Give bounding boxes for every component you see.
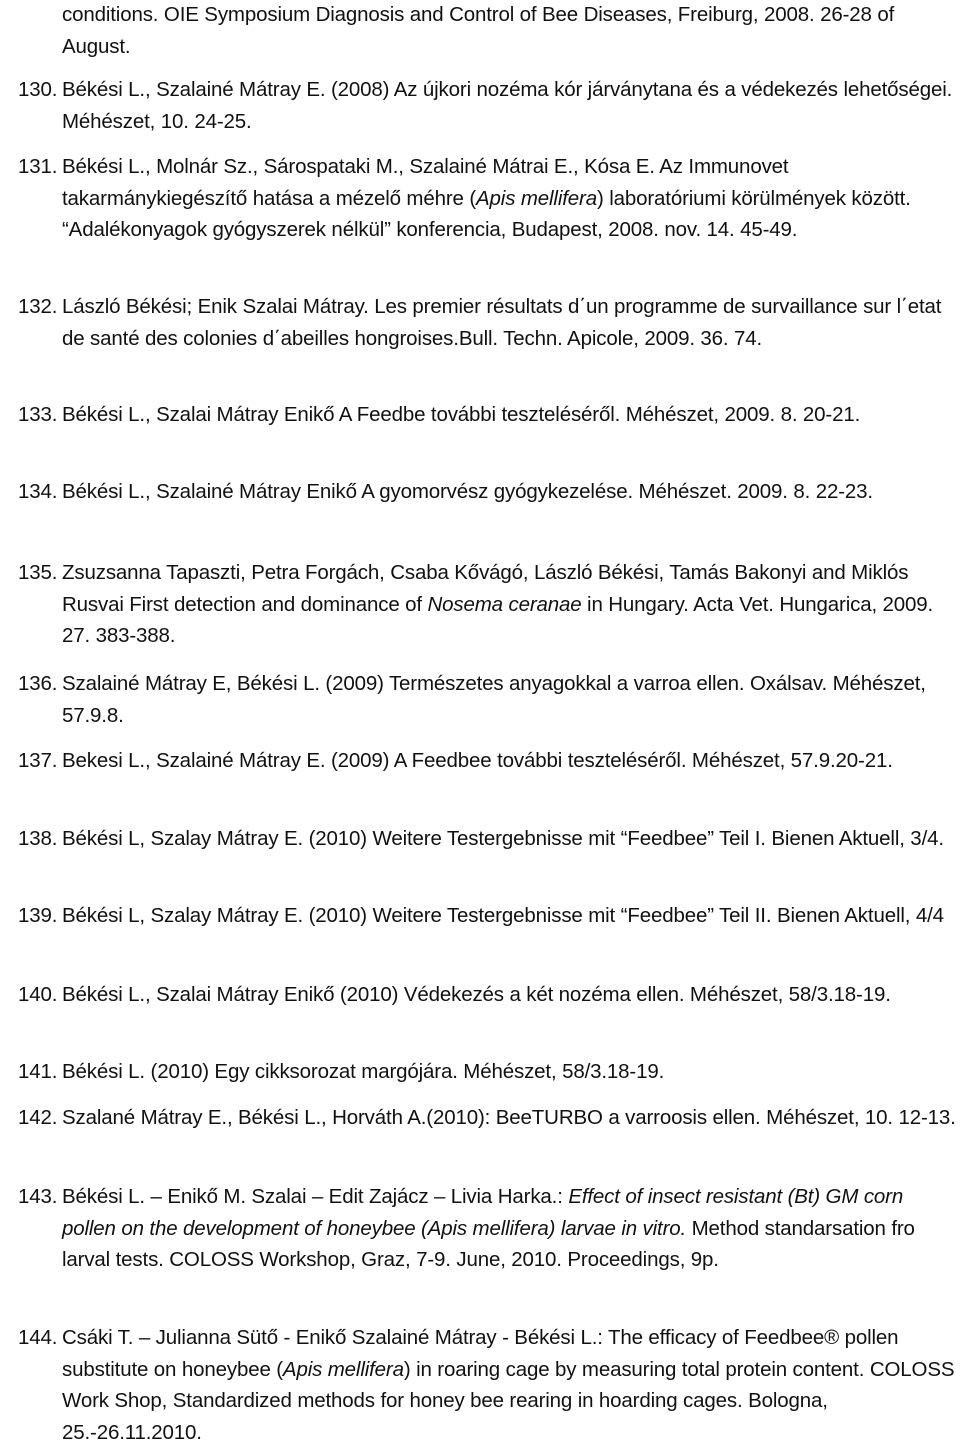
reference-text [62, 476, 958, 508]
reference-text [62, 745, 958, 777]
reference-text [62, 668, 958, 731]
text-segment: conditions. OIE Symposium Diagnosis and Control of Bee Diseases, Freiburg, 2008. 26-28 of August. [62, 3, 895, 58]
text-segment: Békési L., Szalainé Mátray Enikő A gyomorvész gyógykezelése. Méhészet. 2009. 8. 22-23. [62, 480, 873, 503]
reference-number: 134. [18, 480, 58, 503]
text-segment: Zsuzsanna Tapaszti, Petra Forgách, Csaba Kővágó, László Békési, Tamás Bakonyi and Miklós Rusvai First detection and dominance of [62, 561, 909, 616]
reference-text [62, 557, 958, 652]
reference-number: 142. [18, 1106, 58, 1129]
text-segment: in Hungary. Acta Vet. Hungarica, 2009. 27. 383-388. [62, 592, 934, 647]
text-segment: Csáki T. – Julianna Sütő - Enikő Szalainé Mátray - Békési L.: The efficacy of Feedbee® pollen substitute on honeybee ( [62, 1326, 899, 1381]
text-segment: Békési L. (2010) Egy cikksorozat margójára. Méhészet, 58/3.18-19. [62, 1060, 665, 1083]
reference-text [62, 291, 958, 354]
text-segment: Békési L., Molnár Sz., Sárospataki M., Szalainé Mátrai E., Kósa E. Az Immunovet takarmánykiegészítő hatása a mézelő méhre ( [62, 155, 789, 210]
reference-number: 136. [18, 672, 58, 695]
reference-number: 144. [18, 1326, 58, 1349]
reference-text [62, 1322, 958, 1448]
text-segment: Békési L., Szalai Mátray Enikő (2010) Védekezés a két nozéma ellen. Méhészet, 58/3.18-19. [62, 983, 891, 1006]
reference-text [62, 399, 958, 431]
reference-number: 130. [18, 78, 58, 101]
reference-text [62, 823, 958, 855]
text-segment-italic: Apis mellifera [282, 1357, 404, 1381]
reference-text [62, 74, 958, 137]
reference-number: 139. [18, 904, 58, 927]
text-segment: Bekesi L., Szalainé Mátray E. (2009) A Feedbee további teszteléséről. Méhészet, 57.9.20-21. [62, 749, 893, 772]
reference-number: 141. [18, 1060, 58, 1083]
reference-number: 135. [18, 561, 58, 584]
reference-text [62, 979, 958, 1011]
reference-number: 140. [18, 983, 58, 1006]
text-segment: Békési L., Szalainé Mátray E. (2008) Az újkori nozéma kór járványtana és a védekezés lehetőségei. Méhészet, 10. 24-25. [62, 78, 953, 133]
text-segment: ) in roaring cage by measuring total protein content. COLOSS Work Shop, Standardized methods for honey bee rearing in hoarding cages. Bologna, 25.-26.11.2010. [62, 1357, 955, 1444]
text-segment: Békési L, Szalay Mátray E. (2010) Weitere Testergebnisse mit “Feedbee” Teil II. Bienen Aktuell, 4/4 [62, 904, 944, 927]
text-segment: ) laboratóriumi körülmények között. “Adalékonyagok gyógyszerek nélkül” konferencia, Budapest, 2008. nov. 14. 45-49. [62, 186, 911, 241]
reference-text [62, 1102, 958, 1134]
reference-text [62, 1181, 958, 1276]
text-segment: Békési L. – Enikő M. Szalai – Edit Zajácz – Livia Harka.: [62, 1185, 569, 1208]
text-segment: László Békési; Enik Szalai Mátray. Les premier résultats d΄un programme de survaillance sur l΄etat de santé des colonies d΄abeilles hongroises.Bull. Techn. Apicole, 2009. 36. 74. [62, 295, 942, 350]
text-segment: Szalané Mátray E., Békési L., Horváth A.(2010): BeeTURBO a varroosis ellen. Méhészet, 10. 12-13. [62, 1106, 956, 1129]
text-segment: Method standarsation fro larval tests. COLOSS Workshop, Graz, 7-9. June, 2010. Proceedings, 9p. [62, 1216, 915, 1271]
text-segment: Békési L., Szalai Mátray Enikő A Feedbe további teszteléséről. Méhészet, 2009. 8. 20-21. [62, 403, 861, 426]
text-segment-italic: Apis mellifera [476, 186, 597, 210]
reference-number: 133. [18, 403, 58, 426]
reference-text [62, 1056, 958, 1088]
reference-number: 131. [18, 155, 58, 178]
reference-number: 137. [18, 749, 58, 772]
reference-text [62, 0, 958, 62]
reference-text [62, 151, 958, 246]
reference-number: 132. [18, 295, 58, 318]
text-segment: Békési L, Szalay Mátray E. (2010) Weitere Testergebnisse mit “Feedbee” Teil I. Bienen Aktuell, 3/4. [62, 827, 944, 850]
text-segment-italic: Nosema ceranae [427, 592, 582, 616]
text-segment-italic: Effect of insect resistant (Bt) GM corn pollen on the development of honeybee (Apis mellifera) larvae in vitro. [62, 1185, 904, 1240]
reference-text [62, 900, 958, 932]
text-segment: Szalainé Mátray E, Békési L. (2009) Természetes anyagokkal a varroa ellen. Oxálsav. Méhészet, 57.9.8. [62, 672, 926, 727]
reference-number: 138. [18, 827, 58, 850]
reference-number: 143. [18, 1185, 58, 1208]
